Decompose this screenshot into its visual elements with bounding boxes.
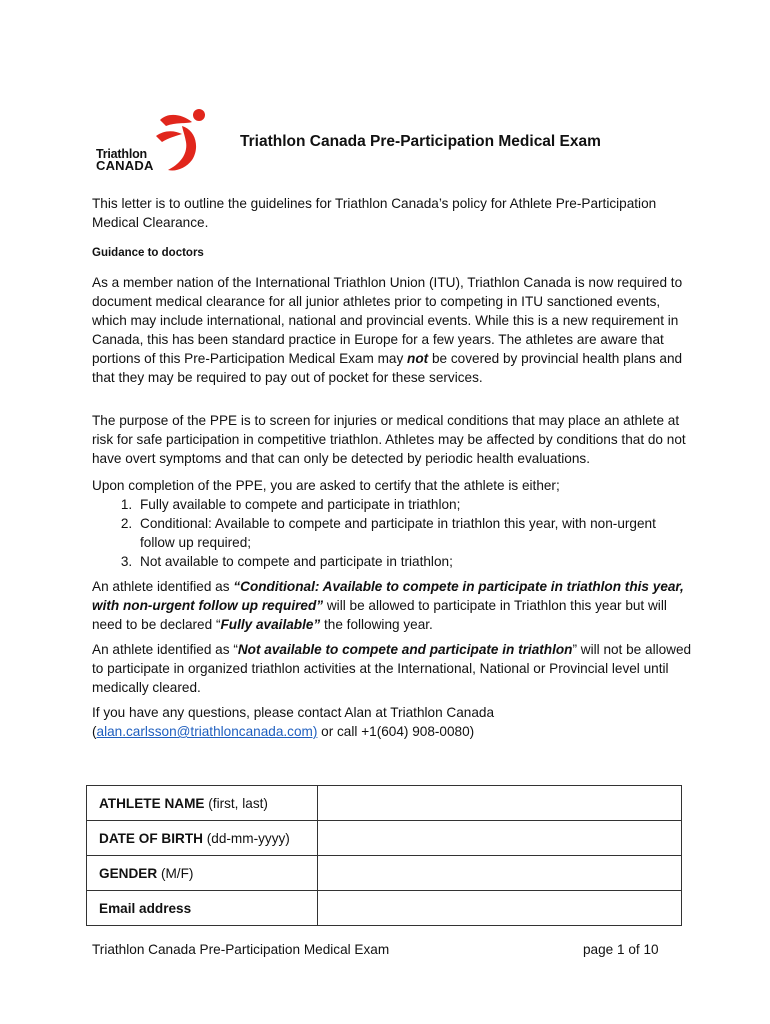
table-row	[87, 856, 682, 891]
date-of-birth-field[interactable]	[317, 821, 681, 856]
para4-emphasis-2: Fully available”	[220, 617, 321, 632]
field-label: ATHLETE NAME	[99, 795, 205, 811]
athlete-name-label	[87, 786, 318, 821]
athlete-name-field[interactable]	[317, 786, 681, 821]
paragraph-not-available	[92, 640, 692, 697]
field-label: Email address	[99, 900, 192, 916]
logo-line-1: Triathlon	[96, 147, 147, 161]
footer-title: Triathlon Canada Pre-Participation Medical Exam	[92, 942, 390, 957]
table-row	[87, 821, 682, 856]
paragraph-itu-requirement	[92, 273, 692, 387]
field-label: GENDER	[99, 865, 158, 881]
triathlon-canada-logo	[96, 108, 216, 180]
para4-text-e: the following year.	[320, 617, 433, 632]
contact-paren: (	[92, 724, 97, 739]
para5-text-c: ” will not be allowed to participate in organized triathlon activities at the International, National or Provincial level until medically cleared.	[92, 642, 692, 695]
para1-text-a: As a member nation of the International Triathlon Union (ITU), Triathlon Canada is now required to document medical clearance for all junior athletes prior to competing in ITU sanctioned events, which may include international, national and provincial events. While this is a new requirement in Canada, this has been standard practice in Europe for a few years. The athletes are aware that portions of this Pre-Participation Medical Exam may	[92, 275, 683, 366]
paragraph-purpose: The purpose of the PPE is to screen for injuries or medical conditions that may place an athlete at risk for safe participation in competitive triathlon. Athletes may be affected by conditions that do not have overt symptoms and that can only be detected by periodic health evaluations.	[92, 413, 686, 466]
list-item: 3. Not available to compete and participate in triathlon;	[136, 552, 692, 571]
logo-line-2: CANADA	[96, 158, 154, 173]
list-item: 1. Fully available to compete and participate in triathlon;	[136, 495, 692, 514]
athlete-info-table	[86, 785, 682, 926]
contact-text: If you have any questions, please contact Alan at Triathlon Canada	[92, 705, 495, 720]
para5-emphasis: Not available to compete and participate in triathlon	[237, 642, 573, 657]
gender-label	[87, 856, 318, 891]
field-hint: (M/F)	[157, 865, 194, 881]
para4-text-a: An athlete identified as	[92, 579, 234, 594]
table-row	[87, 891, 682, 926]
paragraph-certify: Upon completion of the PPE, you are asked to certify that the athlete is either;	[92, 478, 560, 493]
clearance-options-list	[92, 495, 692, 571]
list-item: 2. Conditional: Available to compete and participate in triathlon this year, with non-urgent follow up required;	[136, 514, 692, 552]
page-number: page 1 of 10	[583, 942, 659, 957]
para5-text-a: An athlete identified as “	[92, 642, 238, 657]
gender-field[interactable]	[317, 856, 681, 891]
intro-paragraph: This letter is to outline the guidelines for Triathlon Canada’s policy for Athlete Pre-Participation Medical Clearance.	[92, 196, 657, 230]
email-address-label	[87, 891, 318, 926]
field-label: DATE OF BIRTH	[99, 830, 203, 846]
date-of-birth-label	[87, 821, 318, 856]
logo-wordmark	[96, 148, 154, 172]
para1-emphasis: not	[407, 351, 429, 366]
paragraph-contact	[92, 703, 692, 741]
field-hint: (dd-mm-yyyy)	[202, 830, 290, 846]
table-row	[87, 786, 682, 821]
letter-body	[92, 194, 692, 741]
page-title: Triathlon Canada Pre-Participation Medical Exam	[240, 133, 601, 150]
paragraph-conditional	[92, 577, 692, 634]
field-hint: (first, last)	[204, 795, 268, 811]
contact-phone-text: or call +1(604) 908-0080)	[317, 724, 475, 739]
para4-text-c: will be allowed to participate in Triathlon this year but will need to be declared “	[92, 598, 667, 632]
section-heading: Guidance to doctors	[92, 247, 204, 259]
contact-email-link[interactable]: alan.carlsson@triathloncanada.com)	[96, 724, 318, 739]
email-address-field[interactable]	[317, 891, 681, 926]
para1-text-b: be covered by provincial health plans and that they may be required to pay out of pocket for these services.	[92, 351, 683, 385]
para4-emphasis: “Conditional: Available to compete in participate in triathlon this year, with non-urgent follow up required”	[92, 579, 684, 613]
